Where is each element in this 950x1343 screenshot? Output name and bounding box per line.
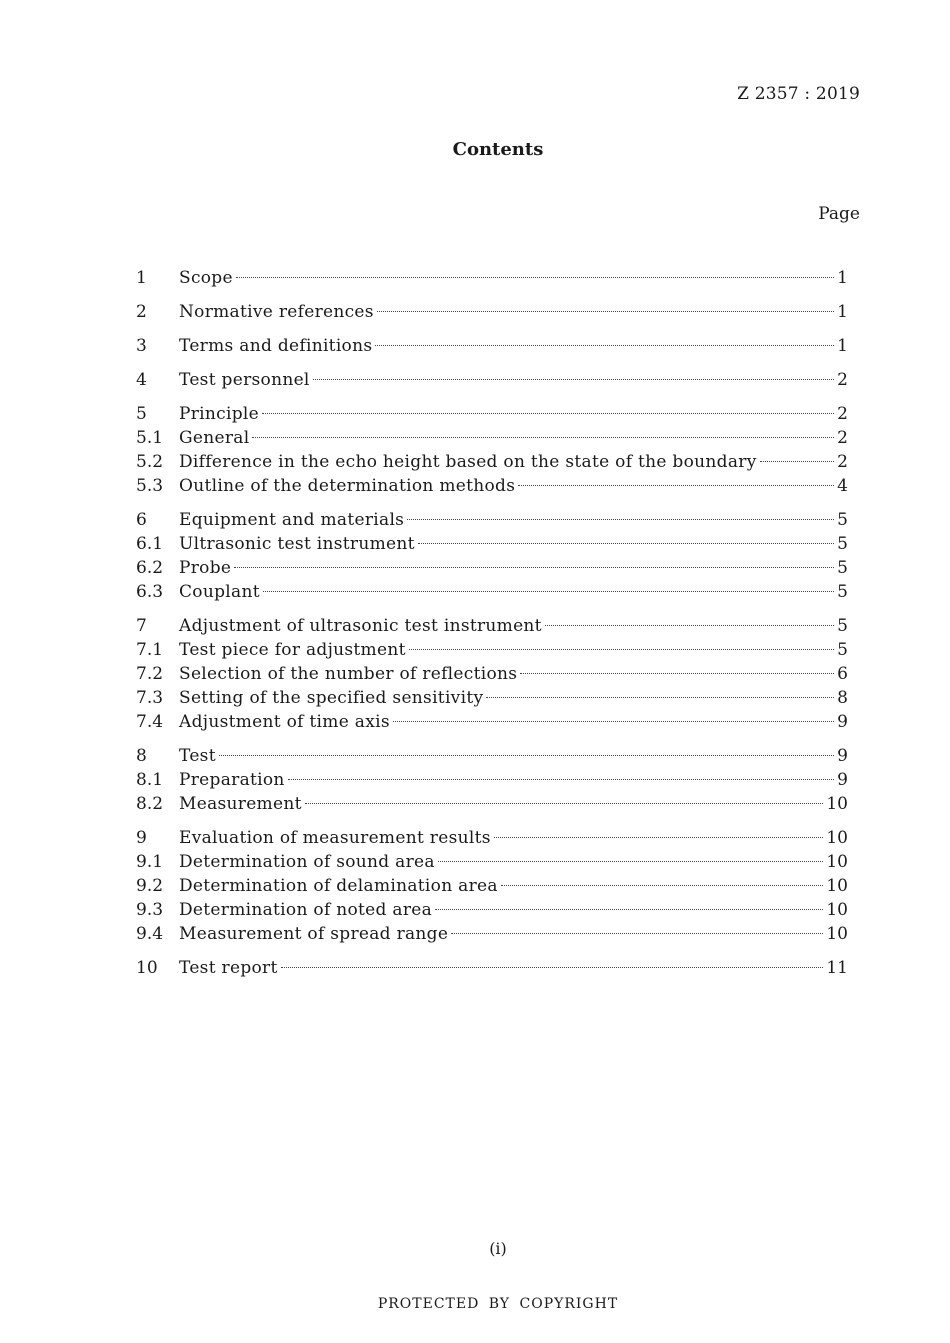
toc-entry-title[interactable]: Test personnel — [179, 370, 310, 390]
toc-entry-number: 6.1 — [136, 534, 164, 554]
toc-entry-page: 5 — [837, 510, 848, 530]
toc-entry-page: 10 — [826, 900, 848, 920]
toc-entry-page: 10 — [826, 924, 848, 944]
toc-entry-title[interactable]: Determination of delamination area — [179, 876, 498, 896]
toc-entry-title[interactable]: Scope — [179, 268, 233, 288]
toc-entry-title[interactable]: Normative references — [179, 302, 374, 322]
toc-entry-title[interactable]: Test piece for adjustment — [179, 640, 406, 660]
toc-entry[interactable] — [136, 402, 848, 426]
toc-entry[interactable] — [136, 300, 848, 324]
copyright-footer: PROTECTED BY COPYRIGHT — [377, 1296, 619, 1312]
toc-entry-title[interactable]: Test report — [179, 958, 278, 978]
toc-entry-page: 9 — [837, 770, 848, 790]
toc-entry-page: 5 — [837, 534, 848, 554]
toc-group — [136, 266, 848, 290]
dot-leader — [451, 933, 823, 934]
toc-entry-number: 7.3 — [136, 688, 164, 708]
toc-entry-number: 8 — [136, 746, 147, 766]
toc-entry[interactable] — [136, 556, 848, 580]
toc-entry-title[interactable]: Principle — [179, 404, 259, 424]
toc-entry-number: 7.4 — [136, 712, 164, 732]
toc-entry-number: 9 — [136, 828, 147, 848]
toc-entry-number: 8.1 — [136, 770, 164, 790]
toc-entry[interactable] — [136, 662, 848, 686]
toc-entry-page: 10 — [826, 794, 848, 814]
toc-entry-page: 10 — [826, 876, 848, 896]
toc-group — [136, 300, 848, 324]
toc-entry-number: 8.2 — [136, 794, 164, 814]
toc-entry-number: 6.2 — [136, 558, 164, 578]
toc-entry-page: 8 — [837, 688, 848, 708]
toc-entry-page: 1 — [837, 336, 848, 356]
toc-entry-number: 6.3 — [136, 582, 164, 602]
dot-leader — [494, 837, 824, 838]
toc-entry[interactable] — [136, 686, 848, 710]
dot-leader — [262, 413, 834, 414]
toc-entry-page: 1 — [837, 268, 848, 288]
toc-entry-number: 9.2 — [136, 876, 164, 896]
toc-entry-page: 2 — [837, 404, 848, 424]
toc-entry-title[interactable]: Measurement of spread range — [179, 924, 449, 944]
toc-entry-title[interactable]: Difference in the echo height based on the state of the boundary — [179, 452, 757, 472]
toc-entry-number: 3 — [136, 336, 147, 356]
toc-group — [136, 956, 848, 980]
dot-leader — [518, 485, 834, 486]
toc-entry-page: 11 — [826, 958, 848, 978]
dot-leader — [407, 519, 834, 520]
dot-leader — [236, 277, 834, 278]
dot-leader — [545, 625, 834, 626]
toc-entry-number: 5.3 — [136, 476, 164, 496]
toc-entry[interactable] — [136, 450, 848, 474]
toc-entry-number: 9.4 — [136, 924, 164, 944]
toc-entry-title[interactable]: Measurement — [179, 794, 302, 814]
dot-leader — [219, 755, 834, 756]
toc-group — [136, 368, 848, 392]
dot-leader — [760, 461, 835, 462]
toc-entry-number: 4 — [136, 370, 147, 390]
toc-entry-title[interactable]: Preparation — [179, 770, 285, 790]
toc-entry-title[interactable]: Setting of the specified sensitivity — [179, 688, 484, 708]
toc-entry-page: 4 — [837, 476, 848, 496]
toc-entry-page: 9 — [837, 746, 848, 766]
toc-entry-page: 2 — [837, 370, 848, 390]
toc-entry-number: 7.1 — [136, 640, 164, 660]
toc-entry-page: 1 — [837, 302, 848, 322]
dot-leader — [486, 697, 834, 698]
toc-entry-page: 2 — [837, 452, 848, 472]
toc-entry-page: 5 — [837, 582, 848, 602]
toc-entry-title[interactable]: Adjustment of ultrasonic test instrument — [179, 616, 542, 636]
dot-leader — [418, 543, 834, 544]
toc-entry-page: 5 — [837, 640, 848, 660]
toc-entry-number: 5.2 — [136, 452, 164, 472]
toc-entry-title[interactable]: Adjustment of time axis — [179, 712, 390, 732]
toc-entry[interactable] — [136, 474, 848, 498]
toc-entry-number: 7 — [136, 616, 147, 636]
toc-entry[interactable] — [136, 792, 848, 816]
dot-leader — [435, 909, 823, 910]
dot-leader — [234, 567, 834, 568]
toc-entry[interactable] — [136, 850, 848, 874]
toc-entry[interactable] — [136, 638, 848, 662]
toc-entry-title[interactable]: Couplant — [179, 582, 260, 602]
toc-entry-title[interactable]: Terms and definitions — [179, 336, 373, 356]
dot-leader — [281, 967, 824, 968]
toc-entry-number: 2 — [136, 302, 147, 322]
toc-group — [136, 826, 848, 946]
dot-leader — [438, 861, 824, 862]
toc-entry[interactable] — [136, 266, 848, 290]
toc-group — [136, 744, 848, 816]
toc-entry-page: 10 — [826, 828, 848, 848]
page-column-label: Page — [818, 204, 860, 224]
page-title: Contents — [452, 139, 544, 160]
toc-entry-number: 7.2 — [136, 664, 164, 684]
dot-leader — [313, 379, 835, 380]
dot-leader — [288, 779, 835, 780]
toc-entry-title[interactable]: Outline of the determination methods — [179, 476, 516, 496]
toc-entry-title[interactable]: Determination of sound area — [179, 852, 435, 872]
dot-leader — [252, 437, 834, 438]
dot-leader — [377, 311, 834, 312]
dot-leader — [409, 649, 834, 650]
dot-leader — [520, 673, 834, 674]
toc-entry-number: 9.1 — [136, 852, 164, 872]
dot-leader — [375, 345, 834, 346]
toc-group — [136, 402, 848, 498]
toc-entry[interactable] — [136, 956, 848, 980]
toc-entry-page: 9 — [837, 712, 848, 732]
toc-entry[interactable] — [136, 508, 848, 532]
toc-group — [136, 614, 848, 734]
toc-entry[interactable] — [136, 922, 848, 946]
toc-entry[interactable] — [136, 368, 848, 392]
toc-entry-page: 5 — [837, 558, 848, 578]
toc-entry-number: 1 — [136, 268, 147, 288]
toc-entry[interactable] — [136, 614, 848, 638]
toc-entry[interactable] — [136, 898, 848, 922]
dot-leader — [263, 591, 834, 592]
toc-entry[interactable] — [136, 334, 848, 358]
toc-entry[interactable] — [136, 426, 848, 450]
toc-entry[interactable] — [136, 874, 848, 898]
toc-entry-number: 6 — [136, 510, 147, 530]
dot-leader — [501, 885, 824, 886]
toc-entry-number: 10 — [136, 958, 158, 978]
toc-entry[interactable] — [136, 768, 848, 792]
toc-entry-page: 10 — [826, 852, 848, 872]
dot-leader — [305, 803, 824, 804]
toc-entry[interactable] — [136, 532, 848, 556]
toc-entry-title[interactable]: Ultrasonic test instrument — [179, 534, 415, 554]
toc-entry-number: 9.3 — [136, 900, 164, 920]
document-id: Z 2357 : 2019 — [737, 84, 860, 104]
toc-entry-number: 5 — [136, 404, 147, 424]
toc-entry[interactable] — [136, 826, 848, 850]
toc-entry-title[interactable]: Determination of noted area — [179, 900, 433, 920]
toc-entry[interactable] — [136, 710, 848, 734]
toc-entry-number: 5.1 — [136, 428, 164, 448]
toc-entry[interactable] — [136, 580, 848, 604]
toc-entry-page: 2 — [837, 428, 848, 448]
dot-leader — [393, 721, 834, 722]
toc-entry[interactable] — [136, 744, 848, 768]
toc-entry-page: 5 — [837, 616, 848, 636]
table-of-contents — [136, 266, 848, 990]
toc-entry-title[interactable]: Test — [179, 746, 216, 766]
toc-entry-title[interactable]: Evaluation of measurement results — [179, 828, 491, 848]
toc-entry-title[interactable]: Selection of the number of reflections — [179, 664, 518, 684]
toc-group — [136, 334, 848, 358]
toc-entry-title[interactable]: Probe — [179, 558, 232, 578]
toc-group — [136, 508, 848, 604]
page-folio: (i) — [489, 1239, 507, 1258]
toc-entry-title[interactable]: Equipment and materials — [179, 510, 405, 530]
toc-entry-page: 6 — [837, 664, 848, 684]
toc-entry-title[interactable]: General — [179, 428, 250, 448]
